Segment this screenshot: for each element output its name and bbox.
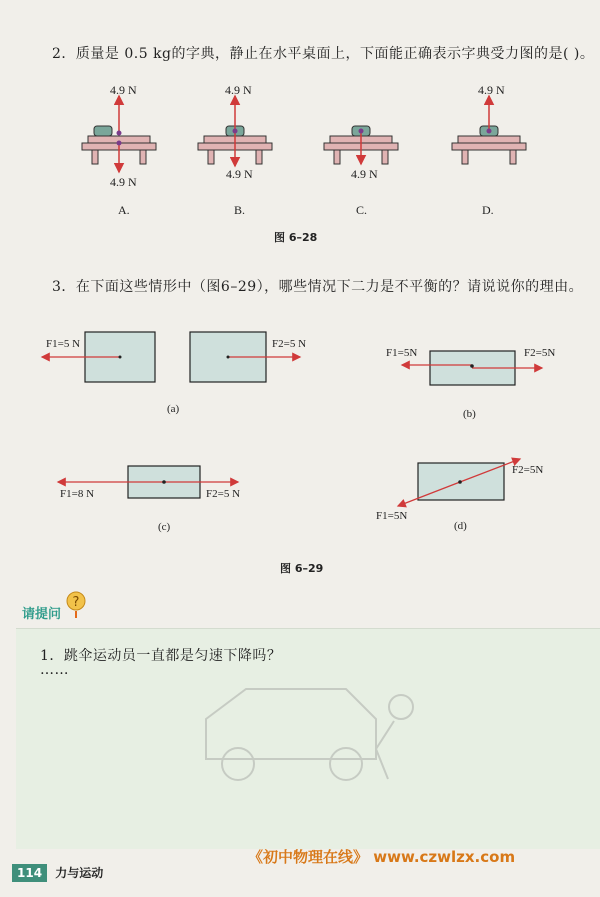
- panel-d-f1: F1=5N: [376, 510, 408, 522]
- option-d: D.: [482, 203, 494, 217]
- option-a: A.: [118, 203, 130, 217]
- panel-a-f1: F1=5 N: [46, 338, 81, 350]
- diagram-d: [452, 96, 526, 164]
- panel-a-f2: F2=5 N: [272, 338, 307, 350]
- force-label-c-down: 4.9 N: [351, 167, 378, 181]
- force-label-a-up: 4.9 N: [110, 83, 137, 97]
- panel-b-label: (b): [463, 408, 476, 420]
- page-footer: [12, 864, 103, 882]
- force-label-b-down: 4.9 N: [226, 167, 253, 181]
- page-number: 114: [12, 864, 47, 882]
- ask-ellipsis: ……: [40, 662, 69, 678]
- panel-a-label: (a): [167, 403, 180, 415]
- ask-question-1: 1．跳伞运动员一直都是匀速下降吗？: [40, 648, 282, 664]
- book-icon: [94, 126, 112, 136]
- option-b: B.: [234, 203, 246, 217]
- panel-b-f2: F2=5N: [524, 347, 556, 359]
- panel-c-f2: F2=5 N: [206, 488, 241, 500]
- force-label-a-down: 4.9 N: [110, 175, 137, 189]
- panel-c-label: (c): [158, 521, 171, 533]
- diagram-c: [324, 126, 398, 164]
- diagram-a: [82, 96, 156, 172]
- panel-b-f1: F1=5N: [386, 347, 418, 359]
- watermark: 《初中物理在线》 www.czwlzx.com: [248, 848, 516, 866]
- force-label-d-up: 4.9 N: [478, 83, 505, 97]
- question-badge-icon: [67, 592, 85, 618]
- figure-6-28-caption: 图 6–28: [274, 231, 318, 244]
- question-3-text: 3．在下面这些情形中（图6–29），哪些情况下二力是不平衡的？请说说你的理由。: [52, 279, 584, 295]
- diagram-b: [198, 96, 272, 166]
- panel-d-label: (d): [454, 520, 467, 532]
- panel-d-f2: F2=5N: [512, 464, 544, 476]
- figure-6-29-caption: 图 6–29: [280, 562, 324, 575]
- chapter-title: 力与运动: [55, 866, 104, 880]
- panel-c-f1: F1=8 N: [60, 488, 95, 500]
- force-label-b-up: 4.9 N: [225, 83, 252, 97]
- question-2-text: 2．质量是 0.5 kg的字典，静止在水平桌面上，下面能正确表示字典受力图的是( )。: [52, 46, 595, 62]
- ask-section-title: 请提问: [22, 607, 62, 622]
- option-c: C.: [356, 203, 368, 217]
- svg-text:?: ?: [72, 595, 80, 610]
